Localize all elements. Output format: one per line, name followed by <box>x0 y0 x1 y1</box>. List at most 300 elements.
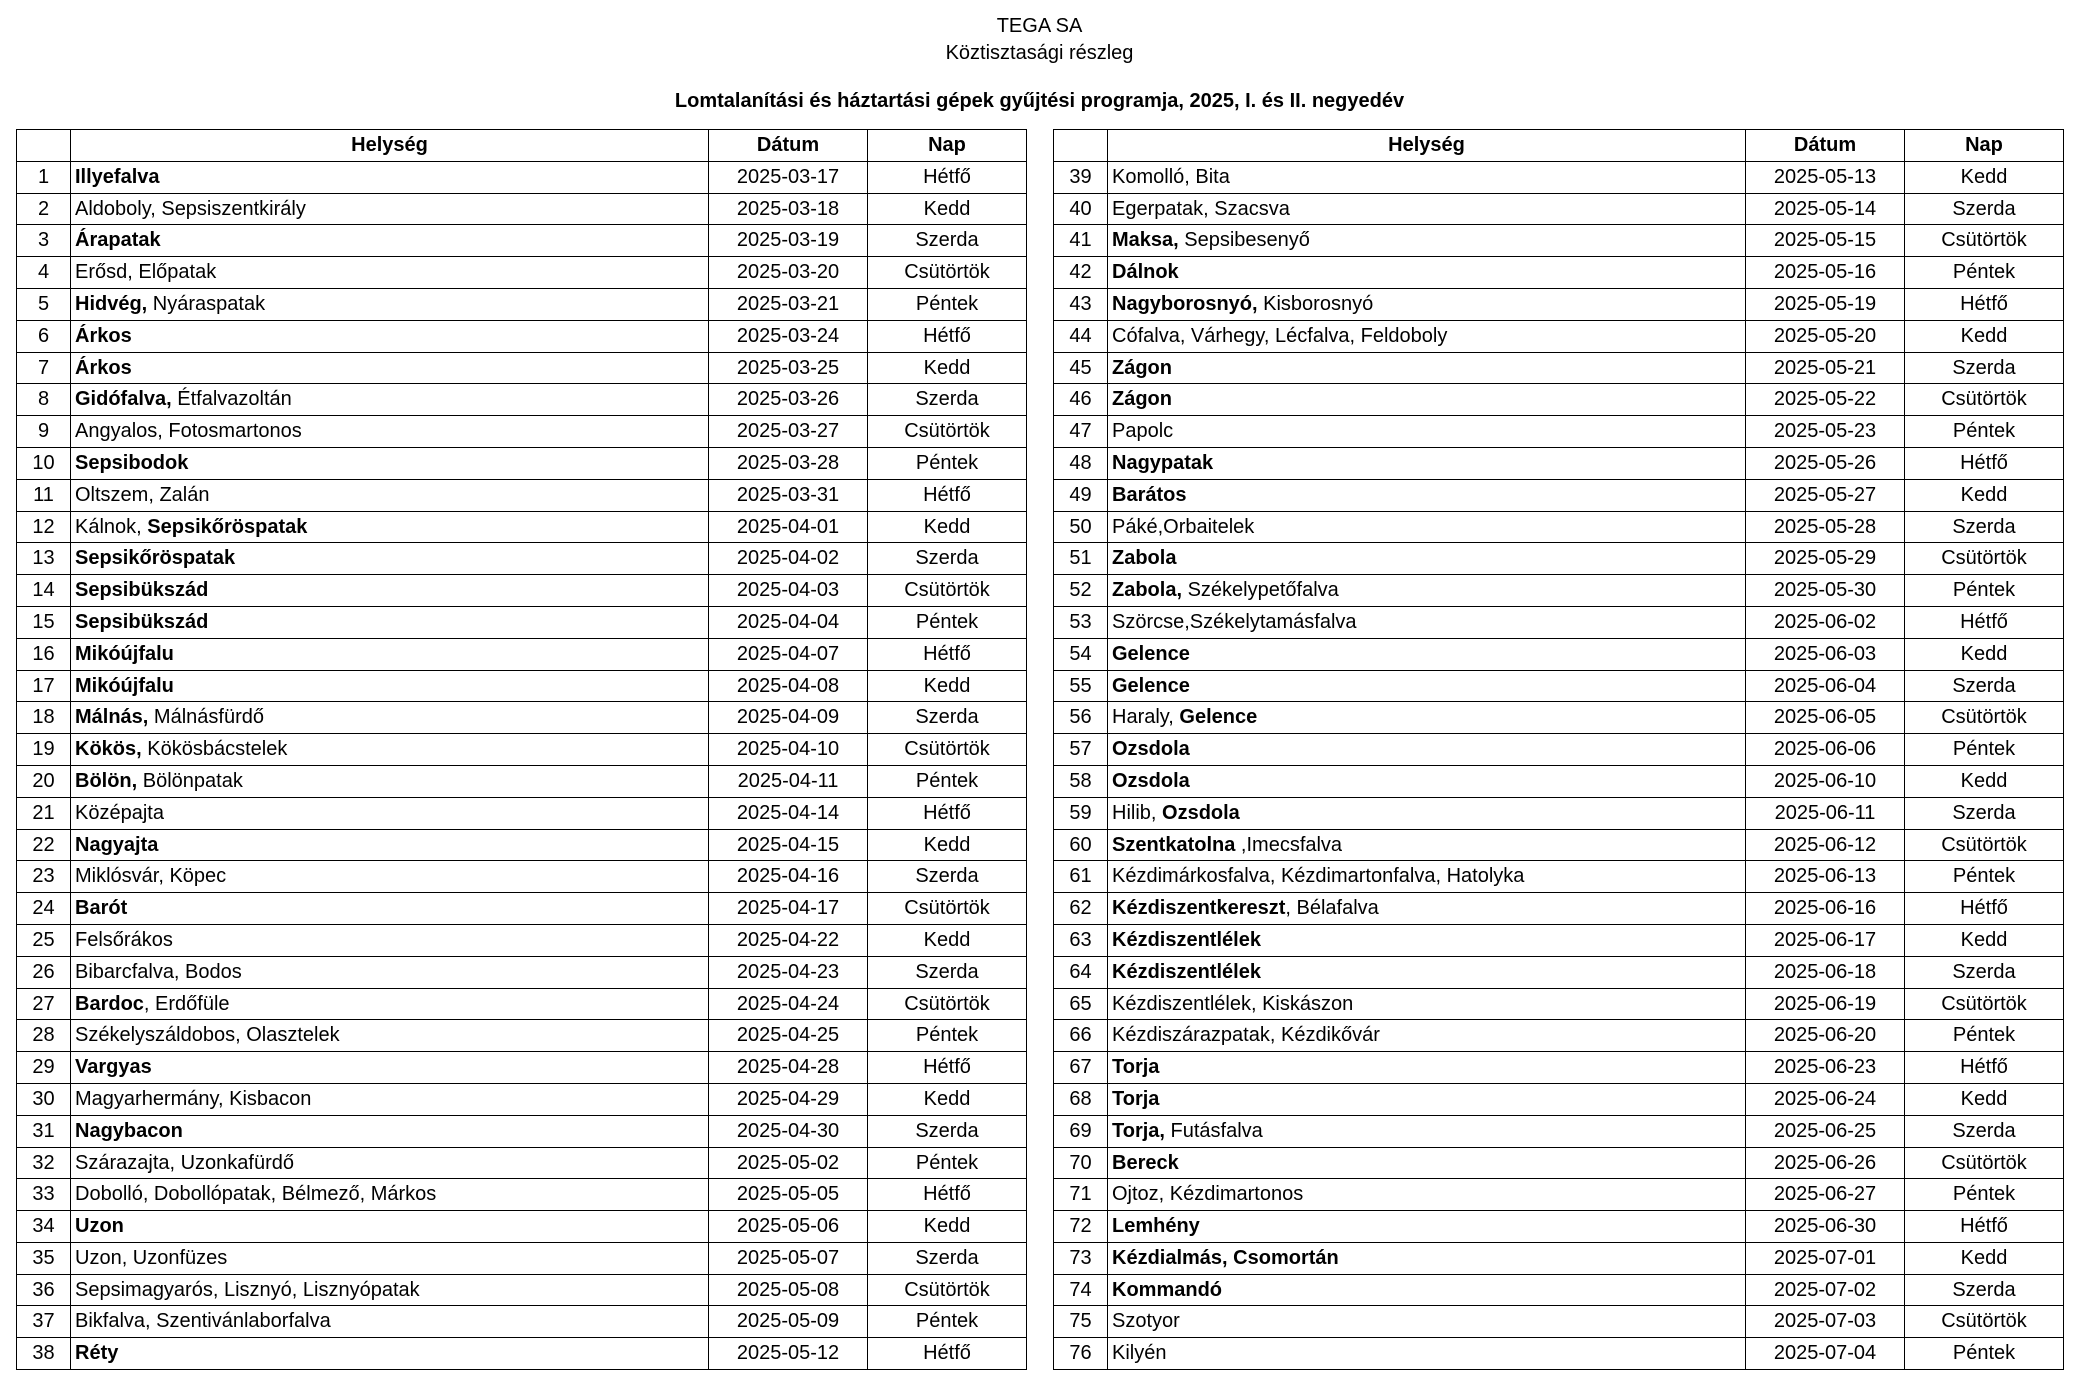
row-number: 58 <box>1054 766 1108 798</box>
table-row <box>17 225 1027 257</box>
place-name: Ojtoz, Kézdimartonos <box>1112 1183 1304 1206</box>
place-name: Angyalos, Fotosmartonos <box>75 420 302 443</box>
day-cell: Csütörtök <box>868 257 1027 289</box>
table-header-row <box>17 130 1027 162</box>
place-name: Páké,Orbaitelek <box>1112 515 1255 538</box>
date-cell: 2025-07-01 <box>1746 1243 1905 1275</box>
date-cell: 2025-05-29 <box>1746 543 1905 575</box>
table-row <box>1054 1338 2064 1370</box>
row-number: 53 <box>1054 607 1108 639</box>
place-name-bold: Sepsibükszád <box>75 579 209 602</box>
row-number: 2 <box>17 194 71 226</box>
day-cell: Péntek <box>868 448 1027 480</box>
day-cell: Kedd <box>1905 925 2064 957</box>
row-number: 70 <box>1054 1148 1108 1180</box>
place-name-bold: Gelence <box>1179 706 1258 729</box>
date-cell: 2025-05-30 <box>1746 575 1905 607</box>
row-number: 59 <box>1054 798 1108 830</box>
day-cell: Hétfő <box>868 480 1027 512</box>
table-row <box>1054 384 2064 416</box>
table-row <box>1054 1179 2064 1211</box>
place-name-bold: Torja <box>1112 1087 1160 1110</box>
place-cell <box>71 1179 709 1211</box>
table-row <box>1054 1306 2064 1338</box>
row-number: 13 <box>17 543 71 575</box>
place-name-bold: Málnás, <box>75 706 149 729</box>
place-name: Uzon, Uzonfüzes <box>75 1246 228 1269</box>
place-cell <box>71 480 709 512</box>
table-row <box>17 512 1027 544</box>
date-cell: 2025-03-17 <box>709 162 868 194</box>
day-cell: Szerda <box>868 384 1027 416</box>
place-name-bold: Árkos <box>75 356 132 379</box>
table-row <box>1054 1084 2064 1116</box>
place-name-bold: Sepsibodok <box>75 451 189 474</box>
date-cell: 2025-03-20 <box>709 257 868 289</box>
day-cell: Csütörtök <box>868 734 1027 766</box>
day-cell: Hétfő <box>868 1052 1027 1084</box>
place-cell <box>1108 289 1746 321</box>
date-cell: 2025-05-12 <box>709 1338 868 1370</box>
place-cell <box>71 702 709 734</box>
row-number: 36 <box>17 1275 71 1307</box>
place-name: Bibarcfalva, Bodos <box>75 960 242 983</box>
place-name-bold: Ozsdola <box>1156 801 1240 824</box>
place-cell <box>71 1148 709 1180</box>
day-cell: Péntek <box>1905 1338 2064 1370</box>
date-cell: 2025-05-08 <box>709 1275 868 1307</box>
day-cell: Kedd <box>1905 480 2064 512</box>
day-cell: Hétfő <box>868 321 1027 353</box>
place-cell <box>71 1020 709 1052</box>
place-name-bold: Gelence <box>1112 674 1190 697</box>
place-name-bold: Lemhény <box>1112 1215 1200 1238</box>
table-row <box>17 416 1027 448</box>
column-header-place: Helység <box>71 130 709 162</box>
day-cell: Szerda <box>868 702 1027 734</box>
table-row <box>1054 194 2064 226</box>
date-cell: 2025-06-27 <box>1746 1179 1905 1211</box>
place-name-bold: Barót <box>75 897 128 920</box>
place-name: Futásfalva <box>1164 1119 1263 1142</box>
place-name: Haraly, <box>1112 706 1180 729</box>
place-cell <box>1108 257 1746 289</box>
day-cell: Csütörtök <box>1905 225 2064 257</box>
day-cell: Péntek <box>868 1306 1027 1338</box>
date-cell: 2025-04-16 <box>709 861 868 893</box>
day-cell: Péntek <box>868 1148 1027 1180</box>
date-cell: 2025-05-28 <box>1746 512 1905 544</box>
row-number: 48 <box>1054 448 1108 480</box>
date-cell: 2025-07-03 <box>1746 1306 1905 1338</box>
row-number: 22 <box>17 830 71 862</box>
row-number: 31 <box>17 1116 71 1148</box>
place-cell <box>71 766 709 798</box>
department-name: Köztisztasági részleg <box>945 42 1134 64</box>
table-row <box>1054 225 2064 257</box>
column-header-date: Dátum <box>1746 130 1905 162</box>
place-name: Dobolló, Dobollópatak, Bélmező, Márkos <box>75 1183 437 1206</box>
day-cell: Péntek <box>1905 257 2064 289</box>
row-number: 38 <box>17 1338 71 1370</box>
day-cell: Hétfő <box>1905 448 2064 480</box>
date-cell: 2025-05-27 <box>1746 480 1905 512</box>
day-cell: Kedd <box>1905 639 2064 671</box>
place-name-bold: Gidófalva, <box>75 388 172 411</box>
row-number: 8 <box>17 384 71 416</box>
date-cell: 2025-06-17 <box>1746 925 1905 957</box>
place-name-bold: Nagyajta <box>75 833 159 856</box>
table-row <box>17 1084 1027 1116</box>
place-name: Miklósvár, Köpec <box>75 865 227 888</box>
place-name: Cófalva, Várhegy, Lécfalva, Feldoboly <box>1112 324 1448 347</box>
place-name-bold: Sepsibükszád <box>75 610 209 633</box>
row-number: 3 <box>17 225 71 257</box>
row-number: 52 <box>1054 575 1108 607</box>
place-cell <box>1108 607 1746 639</box>
row-number: 55 <box>1054 671 1108 703</box>
place-name-bold: Gelence <box>1112 642 1190 665</box>
place-cell <box>1108 1116 1746 1148</box>
day-cell: Szerda <box>1905 1116 2064 1148</box>
place-cell <box>71 830 709 862</box>
day-cell: Csütörtök <box>868 989 1027 1021</box>
place-name: Bikfalva, Szentivánlaborfalva <box>75 1310 331 1333</box>
place-cell <box>71 575 709 607</box>
date-cell: 2025-07-04 <box>1746 1338 1905 1370</box>
date-cell: 2025-03-31 <box>709 480 868 512</box>
row-number: 51 <box>1054 543 1108 575</box>
schedule-table-right <box>1053 129 2064 1370</box>
row-number: 29 <box>17 1052 71 1084</box>
place-cell <box>71 321 709 353</box>
row-number: 41 <box>1054 225 1108 257</box>
place-name: Egerpatak, Szacsva <box>1112 197 1290 220</box>
place-name: Kézdimárkosfalva, Kézdimartonfalva, Hatolyka <box>1112 865 1525 888</box>
place-cell <box>1108 1179 1746 1211</box>
place-cell <box>1108 162 1746 194</box>
row-number: 20 <box>17 766 71 798</box>
day-cell: Kedd <box>868 1084 1027 1116</box>
place-name: Oltszem, Zalán <box>75 483 210 506</box>
row-number: 17 <box>17 671 71 703</box>
date-cell: 2025-03-21 <box>709 289 868 321</box>
day-cell: Kedd <box>868 925 1027 957</box>
place-name-bold: Barátos <box>1112 483 1187 506</box>
day-cell: Szerda <box>1905 671 2064 703</box>
place-name: Bölönpatak <box>137 769 243 792</box>
table-row <box>17 162 1027 194</box>
table-row <box>1054 607 2064 639</box>
day-cell: Hétfő <box>868 1179 1027 1211</box>
place-name-bold: Bereck <box>1112 1151 1179 1174</box>
date-cell: 2025-04-30 <box>709 1116 868 1148</box>
place-cell <box>1108 225 1746 257</box>
place-name-bold: Ozsdola <box>1112 769 1190 792</box>
table-row <box>17 1020 1027 1052</box>
place-name: Szárazajta, Uzonkafürdő <box>75 1151 295 1174</box>
place-name: Málnásfürdő <box>148 706 264 729</box>
date-cell: 2025-06-30 <box>1746 1211 1905 1243</box>
place-name-bold: Kézdiszentlélek <box>1112 960 1261 983</box>
day-cell: Kedd <box>868 671 1027 703</box>
day-cell: Péntek <box>868 1020 1027 1052</box>
day-cell: Hétfő <box>1905 1052 2064 1084</box>
day-cell: Hétfő <box>868 798 1027 830</box>
row-number: 65 <box>1054 989 1108 1021</box>
place-name: Erősd, Előpatak <box>75 261 217 284</box>
date-cell: 2025-03-25 <box>709 353 868 385</box>
place-cell <box>71 512 709 544</box>
table-row <box>1054 353 2064 385</box>
table-row <box>17 543 1027 575</box>
place-name: Felsőrákos <box>75 928 173 951</box>
day-cell: Hétfő <box>868 162 1027 194</box>
date-cell: 2025-04-10 <box>709 734 868 766</box>
row-number: 9 <box>17 416 71 448</box>
row-number: 24 <box>17 893 71 925</box>
column-header-day: Nap <box>868 130 1027 162</box>
day-cell: Péntek <box>868 766 1027 798</box>
place-cell <box>71 607 709 639</box>
place-name: Kézdiszentlélek, Kiskászon <box>1112 992 1354 1015</box>
place-cell <box>1108 957 1746 989</box>
place-name-bold: Hidvég, <box>75 292 148 315</box>
place-cell <box>1108 321 1746 353</box>
day-cell: Szerda <box>1905 957 2064 989</box>
place-cell <box>71 1275 709 1307</box>
date-cell: 2025-06-02 <box>1746 607 1905 639</box>
place-name-bold: Zágon <box>1112 356 1172 379</box>
place-name: Étfalvazoltán <box>171 388 292 411</box>
table-row <box>17 448 1027 480</box>
place-name-bold: Árapatak <box>75 229 161 252</box>
date-cell: 2025-06-19 <box>1746 989 1905 1021</box>
row-number: 33 <box>17 1179 71 1211</box>
day-cell: Kedd <box>868 1211 1027 1243</box>
place-name-bold: Sepsikőröspatak <box>141 515 308 538</box>
day-cell: Szerda <box>868 543 1027 575</box>
place-cell <box>1108 671 1746 703</box>
day-cell: Csütörtök <box>868 893 1027 925</box>
place-name: Papolc <box>1112 420 1174 443</box>
place-name: Középajta <box>75 801 164 824</box>
place-cell <box>1108 194 1746 226</box>
place-name: Kökösbácstelek <box>141 738 288 761</box>
place-name-bold: Ozsdola <box>1112 738 1190 761</box>
place-name: Szotyor <box>1112 1310 1180 1333</box>
place-cell <box>71 1338 709 1370</box>
row-number: 23 <box>17 861 71 893</box>
day-cell: Csütörtök <box>1905 384 2064 416</box>
table-row <box>1054 766 2064 798</box>
date-cell: 2025-04-28 <box>709 1052 868 1084</box>
place-cell <box>71 925 709 957</box>
table-row <box>1054 861 2064 893</box>
row-number: 11 <box>17 480 71 512</box>
table-row <box>17 353 1027 385</box>
table-row <box>1054 830 2064 862</box>
table-row <box>1054 893 2064 925</box>
place-name: Hilib, <box>1112 801 1157 824</box>
date-cell: 2025-05-19 <box>1746 289 1905 321</box>
day-cell: Kedd <box>868 512 1027 544</box>
place-name: Kálnok, <box>75 515 142 538</box>
table-row <box>17 766 1027 798</box>
place-name: ,Imecsfalva <box>1235 833 1343 856</box>
place-name-bold: Torja <box>1112 1056 1160 1079</box>
place-name-bold: Kézdiszentlélek <box>1112 928 1261 951</box>
table-row <box>17 321 1027 353</box>
table-row <box>17 1148 1027 1180</box>
table-row <box>17 1179 1027 1211</box>
place-name: , Bélafalva <box>1285 897 1379 920</box>
place-cell <box>71 1306 709 1338</box>
table-row <box>1054 957 2064 989</box>
date-cell: 2025-06-12 <box>1746 830 1905 862</box>
day-cell: Szerda <box>868 1243 1027 1275</box>
place-cell <box>1108 766 1746 798</box>
place-name-bold: Zágon <box>1112 388 1172 411</box>
row-number: 69 <box>1054 1116 1108 1148</box>
place-name: Sepsibesenyő <box>1178 229 1310 252</box>
day-cell: Hétfő <box>1905 607 2064 639</box>
place-name-bold: Sepsikőröspatak <box>75 547 236 570</box>
table-row <box>17 1211 1027 1243</box>
place-name-bold: Kökös, <box>75 738 142 761</box>
table-row <box>17 480 1027 512</box>
table-row <box>17 607 1027 639</box>
place-name-bold: Kommandó <box>1112 1278 1222 1301</box>
day-cell: Hétfő <box>1905 1211 2064 1243</box>
place-name-bold: Bardoc <box>75 992 144 1015</box>
place-cell <box>1108 1275 1746 1307</box>
place-cell <box>1108 575 1746 607</box>
place-cell <box>71 989 709 1021</box>
date-cell: 2025-06-04 <box>1746 671 1905 703</box>
table-row <box>1054 162 2064 194</box>
date-cell: 2025-06-20 <box>1746 1020 1905 1052</box>
document-title: Lomtalanítási és háztartási gépek gyűjtési programja, 2025, I. és II. negyedév <box>674 90 1405 112</box>
day-cell: Csütörtök <box>868 416 1027 448</box>
place-name-bold: Illyefalva <box>75 165 160 188</box>
place-name: Aldoboly, Sepsiszentkirály <box>75 197 306 220</box>
day-cell: Csütörtök <box>1905 1148 2064 1180</box>
day-cell: Csütörtök <box>1905 830 2064 862</box>
day-cell: Kedd <box>1905 1084 2064 1116</box>
place-name-bold: Uzon <box>75 1215 124 1238</box>
row-number: 68 <box>1054 1084 1108 1116</box>
place-cell <box>71 734 709 766</box>
place-cell <box>71 1243 709 1275</box>
table-row <box>17 989 1027 1021</box>
table-body <box>1054 162 2064 1370</box>
table-row <box>1054 289 2064 321</box>
row-number: 57 <box>1054 734 1108 766</box>
table-row <box>1054 1243 2064 1275</box>
date-cell: 2025-04-25 <box>709 1020 868 1052</box>
date-cell: 2025-05-09 <box>709 1306 868 1338</box>
day-cell: Kedd <box>868 353 1027 385</box>
day-cell: Szerda <box>1905 512 2064 544</box>
column-header-number <box>1054 130 1108 162</box>
place-cell <box>1108 925 1746 957</box>
table-row <box>17 1116 1027 1148</box>
place-name-bold: Nagyborosnyó, <box>1112 292 1258 315</box>
date-cell: 2025-03-24 <box>709 321 868 353</box>
date-cell: 2025-04-03 <box>709 575 868 607</box>
day-cell: Péntek <box>1905 1179 2064 1211</box>
place-name: Szörcse,Székelytamásfalva <box>1112 610 1357 633</box>
table-row <box>1054 416 2064 448</box>
day-cell: Szerda <box>868 1116 1027 1148</box>
row-number: 7 <box>17 353 71 385</box>
table-row <box>17 639 1027 671</box>
table-row <box>17 194 1027 226</box>
place-cell <box>1108 1148 1746 1180</box>
day-cell: Szerda <box>868 957 1027 989</box>
table-row <box>1054 734 2064 766</box>
place-name: Kilyén <box>1112 1342 1167 1365</box>
date-cell: 2025-05-07 <box>709 1243 868 1275</box>
row-number: 30 <box>17 1084 71 1116</box>
row-number: 21 <box>17 798 71 830</box>
place-cell <box>71 225 709 257</box>
place-name-bold: Kézdialmás, Csomortán <box>1112 1246 1339 1269</box>
table-row <box>17 1338 1027 1370</box>
row-number: 14 <box>17 575 71 607</box>
row-number: 37 <box>17 1306 71 1338</box>
place-cell <box>1108 543 1746 575</box>
place-name-bold: Zabola, <box>1112 579 1183 602</box>
date-cell: 2025-05-23 <box>1746 416 1905 448</box>
date-cell: 2025-03-28 <box>709 448 868 480</box>
place-cell <box>71 162 709 194</box>
place-cell <box>1108 1020 1746 1052</box>
place-name-bold: Nagybacon <box>75 1119 183 1142</box>
day-cell: Hétfő <box>868 1338 1027 1370</box>
table-row <box>17 671 1027 703</box>
schedule-table-left <box>16 129 1027 1370</box>
column-header-date: Dátum <box>709 130 868 162</box>
row-number: 35 <box>17 1243 71 1275</box>
row-number: 28 <box>17 1020 71 1052</box>
table-row <box>1054 639 2064 671</box>
place-cell <box>71 861 709 893</box>
place-name: Kézdiszárazpatak, Kézdikővár <box>1112 1024 1380 1047</box>
table-row <box>17 893 1027 925</box>
day-cell: Szerda <box>868 861 1027 893</box>
date-cell: 2025-06-03 <box>1746 639 1905 671</box>
date-cell: 2025-05-21 <box>1746 353 1905 385</box>
table-row <box>17 957 1027 989</box>
date-cell: 2025-03-18 <box>709 194 868 226</box>
place-name: Nyáraspatak <box>147 292 266 315</box>
place-cell <box>71 798 709 830</box>
day-cell: Péntek <box>1905 416 2064 448</box>
table-row <box>1054 543 2064 575</box>
table-row <box>17 1275 1027 1307</box>
place-cell <box>1108 448 1746 480</box>
place-name-bold: Zabola <box>1112 547 1177 570</box>
row-number: 64 <box>1054 957 1108 989</box>
table-row <box>17 798 1027 830</box>
date-cell: 2025-05-16 <box>1746 257 1905 289</box>
day-cell: Csütörtök <box>1905 702 2064 734</box>
date-cell: 2025-06-23 <box>1746 1052 1905 1084</box>
place-name-bold: Dálnok <box>1112 261 1179 284</box>
row-number: 10 <box>17 448 71 480</box>
